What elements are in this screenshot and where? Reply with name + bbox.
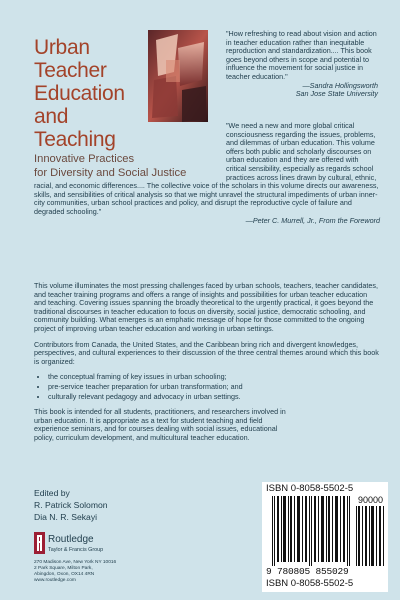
isbn-text-bottom: ISBN 0-8058-5502-5 <box>266 578 354 589</box>
title-line: Teacher <box>34 59 107 82</box>
address-line: www.routledge.com <box>34 578 76 583</box>
endorsement-quote-hollingsworth <box>226 30 378 99</box>
editor-name: R. Patrick Solomon <box>34 500 108 510</box>
description-paragraph: This volume illuminates the most pressing challenges faced by urban schools, teachers, teacher candidates, and teacher training programs and offers a range of insights and possibilities for urban teacher education and teaching. Covering issues spanning the broadly theoretical to the urgently practical, it goes beyond the traditional discourses in teacher education to focus on diversity, social justice, democratic schooling, and community building. What emerges is an emphatic message of hope for those committed to the ongoing project of improving urban teacher education and working in urban settings. <box>34 281 378 333</box>
routledge-logo-icon <box>34 532 45 554</box>
price-barcode-bars <box>356 506 384 566</box>
description-paragraph: This book is intended for all students, practitioners, and researchers involved in urban education. It is appropriate as a text for student teaching and field experience seminars, and for courses dealing with social issues, educational policy, curriculum development, and multicultural teacher education. <box>34 407 286 442</box>
quote-affiliation: San Jose State University <box>295 89 378 99</box>
isbn-text-top: ISBN 0-8058-5502-5 <box>266 483 354 494</box>
quote-text: "How refreshing to read about vision and action in teacher education rather than inequitable reproduction and standardization.... This book goes beyond others in scope and potential to influence the movement for social justice in teacher education." <box>226 29 377 81</box>
subtitle-line: Innovative Practices <box>34 153 135 165</box>
address-line: Abingdon, Oxon, OX14 4RN <box>34 572 95 577</box>
editor-name: Dia N. R. Sekayi <box>34 512 98 522</box>
themes-list <box>34 373 380 401</box>
quote-author: —Sandra Hollingsworth <box>302 80 378 90</box>
quote-author: —Peter C. Murrell, Jr., From the Foreword <box>245 215 380 225</box>
list-item: • the conceptual framing of key issues in urban schooling; <box>48 373 380 382</box>
list-item: • culturally relevant pedagogy and advocacy in urban settings. <box>48 393 380 402</box>
quote-text-wide: racial, and economic differences.... The collective voice of the scholars in this volume directs our awareness, skills, and sensibilities of critical analysis so that we might unravel the structural impediments of urban inner-city communities, urban school practices and policy, and disrupt the reproductive cycle of failure and degraded schooling." <box>34 181 379 216</box>
title-line: Urban <box>34 36 90 59</box>
address-line: 270 Madison Ave, New York NY 10016 <box>34 560 117 565</box>
title-line: Teaching <box>34 128 116 151</box>
ean-digits: 9 780805 855029 <box>266 566 349 577</box>
publisher-group: Taylor & Francis Group <box>48 547 104 553</box>
description-paragraph: Contributors from Canada, the United States, and the Caribbean bring rich and divergent knowledges, perspectives, and cultural experiences to their discussion of the three central themes around which this book is organized: <box>34 339 379 366</box>
list-item: • pre-service teacher preparation for urban transformation; and <box>48 383 380 392</box>
book-description <box>34 282 380 450</box>
isbn-barcode <box>262 482 388 592</box>
endorsement-quote-murrell <box>34 122 380 225</box>
subtitle-line: for Diversity and Social Justice <box>34 167 187 179</box>
publisher-name: Routledge <box>48 534 94 545</box>
address-line: 2 Park Square, Milton Park, <box>34 566 93 571</box>
title-line: and <box>34 105 69 128</box>
cover-art-image <box>148 30 208 122</box>
price-code: 90000 <box>358 495 384 505</box>
title-line: Education <box>34 82 125 105</box>
edited-by-label: Edited by <box>34 488 70 498</box>
ean-barcode-bars <box>272 496 352 566</box>
quote-text-narrow: "We need a new and more global critical consciousness regarding the issues, problems, and dilemmas of urban education. This volume offers both public and scholarly discourses on urban education and they are offered with critical sensibility, especially as regards school practices across lines drawn by cultural, ethnic, <box>226 121 377 182</box>
publisher-address <box>34 560 184 584</box>
